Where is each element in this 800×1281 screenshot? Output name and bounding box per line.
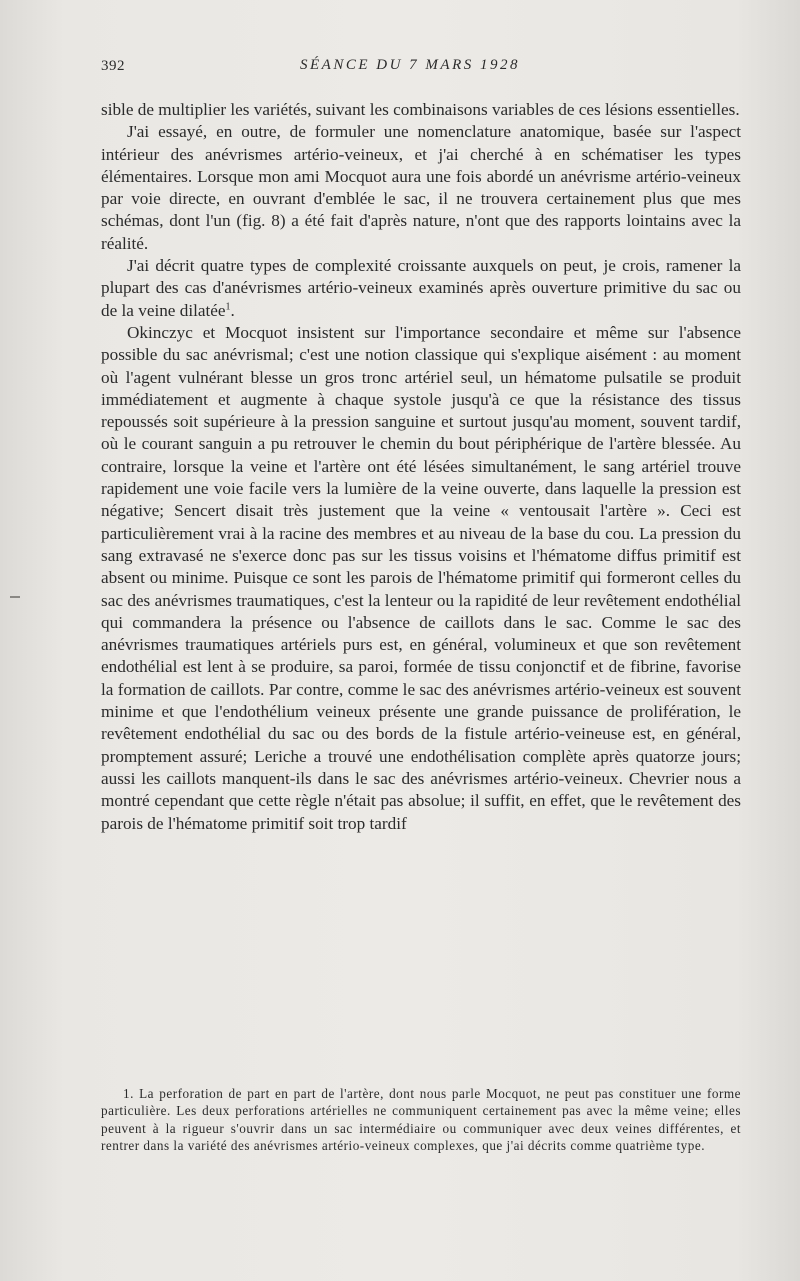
footnote [101,1085,741,1155]
footnote-text: 1. La perforation de part en part de l'artère, dont nous parle Mocquot, ne peut pas constituer une forme particulière. Les deux perforations artérielles ne communiquent certainement pas avec la même veine; elles peuvent à la rigueur s'ouvrir dans un sac intermédiaire ou communiquer avec deux veines différentes, et rentrer dans la variété des anévrismes artério-veineux complexes, que j'ai décrits comme quatrième type. [101,1086,741,1154]
paragraph-four-types-text: J'ai décrit quatre types de complexité croissante auxquels on peut, je crois, ramener la plupart des cas d'anévrismes artério-veineux examinés après ouverture primitive du sac ou de la veine dilatée [101,256,741,320]
page-number: 392 [101,58,125,74]
paragraph-nomenclature: J'ai essayé, en outre, de formuler une nomenclature anatomique, basée sur l'aspect intérieur des anévrismes artério-veineux, et j'ai cherché à en schématiser les types élémentaires. Lorsque mon ami Mocquot aura une fois abordé un anévrisme artério-veineux par voie directe, en ouvrant d'emblée le sac, il ne trouvera certainement plus que mes schémas, dont l'un (fig. 8) a été fait d'après nature, n'ont que des rapports lointains avec la réalité. [101,122,741,253]
running-title: SÉANCE DU 7 MARS 1928 [300,57,520,73]
main-text [101,99,741,835]
paragraph-continued: sible de multiplier les variétés, suivant les combinaisons variables de ces lésions essentielles. [101,100,740,119]
paragraph-four-types: J'ai décrit quatre types de complexité croissante auxquels on peut, je crois, ramener la plupart des cas d'anévrismes artério-veineux examinés après ouverture primitive du sac ou de la veine dilatée$^1$. [101,256,741,320]
paragraph-okinczyc-mocquot: Okinczyc et Mocquot insistent sur l'importance secondaire et même sur l'absence possible du sac anévrismal; c'est une notion classique qui s'explique aisément : au moment où l'agent vulnérant blesse un gros tronc artériel seul, un hématome pulsatile se produit immédiatement et augmente à chaque systole jusqu'à ce que la résistance des tissus repoussés soit supérieure à la pression sanguine et surtout jusqu'au moment, souvent tardif, où le courant sanguin a pu retrouver le chemin du bout périphérique de l'artère blessée. Au contraire, lorsque la veine et l'artère ont été lésées simultanément, le sang artériel trouve rapidement une voie facile vers la lumière de la veine ouverte, dans laquelle la pression est négative; Sencert disait très justement que la veine « ventousait l'artère ». Ceci est particulièrement vrai à la racine des membres et au niveau de la base du cou. La pression du sang extravasé ne s'exerce donc pas sur les tissus voisins et l'hématome diffus primitif est absent ou minime. Puisque ce sont les parois de l'hématome primitif qui formeront celles du sac des anévrismes traumatiques, c'est la lenteur ou la rapidité de leur revêtement endothélial qui commandera la présence ou l'absence de caillots dans le sac. Comme le sac des anévrismes traumatiques artériels purs est, en général, volumineux et que son revêtement endothélial est lent à se produire, sa paroi, formée de tissu conjonctif et de fibrine, favorise la formation de caillots. Par contre, comme le sac des anévrismes artério-veineux est souvent minime et que l'endothélium veineux présente une grande puissance de prolifération, le revêtement endothélial du sac ou des bords de la fistule artério-veineuse est, en général, promptement assuré; Leriche a trouvé une endothélisation complète après quatorze jours; aussi les caillots manquent-ils dans le sac des anévrismes artério-veineux. Chevrier nous a montré cependant que cette règle n'était pas absolue; il suffit, en effet, que le revêtement des parois de l'hématome primitif soit trop tardif [101,322,741,833]
footnote-reference: 1 [225,300,231,312]
margin-mark [10,596,20,598]
